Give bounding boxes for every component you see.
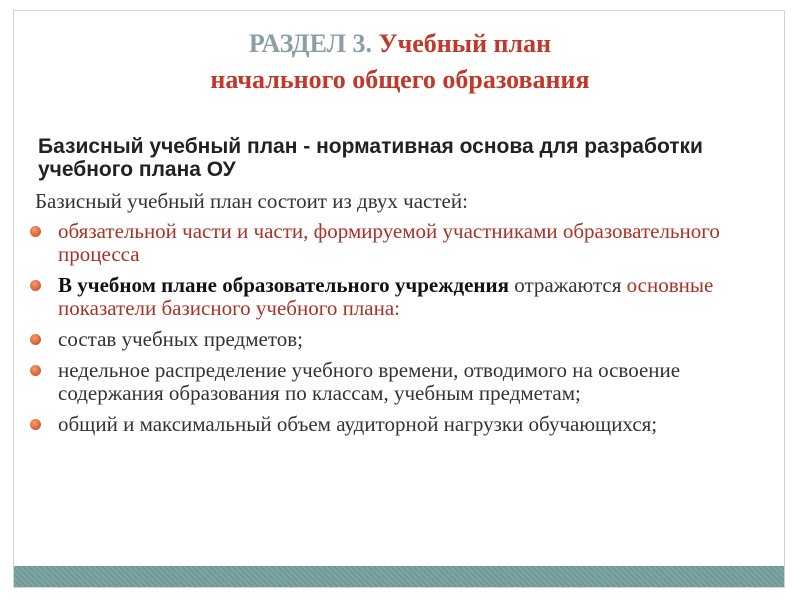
title-line2: начального общего образования <box>210 65 590 94</box>
list-item <box>30 413 760 436</box>
bullet-accent-text: основные показатели базисного учебного плана: <box>58 273 714 320</box>
list-item <box>30 359 760 405</box>
footer-band <box>14 566 784 587</box>
bullet-text: недельное распределение учебного времени, отводимого на освоение содержания образования по классам, учебным предметам; <box>58 358 681 405</box>
bullet-dot-icon <box>30 419 41 430</box>
bullet-list <box>30 220 760 444</box>
list-item <box>30 328 760 351</box>
bullet-dot-icon <box>30 280 41 291</box>
slide-title <box>100 26 700 98</box>
title-rest: Учебный план <box>378 29 552 58</box>
bullet-dot-icon <box>30 365 41 376</box>
list-item <box>30 274 760 320</box>
subtitle-text: Базисный учебный план состоит из двух частей: <box>35 189 468 213</box>
bullet-bold-text: В учебном плане образовательного учреждения <box>58 273 509 297</box>
intro-text: Базисный учебный план - нормативная основа для разработки учебного плана ОУ <box>38 135 703 181</box>
bullet-text: общий и максимальный объем аудиторной нагрузки обучающихся; <box>58 412 658 436</box>
bullet-text: обязательной части и части, формируемой участниками образовательного процесса <box>58 219 720 266</box>
title-section-label: РАЗДЕЛ 3. <box>248 29 372 58</box>
bullet-dot-icon <box>30 226 41 237</box>
bullet-dot-icon <box>30 334 41 345</box>
list-item <box>30 220 760 266</box>
bullet-text: состав учебных предметов; <box>58 327 303 351</box>
bullet-text: отражаются <box>514 273 622 297</box>
